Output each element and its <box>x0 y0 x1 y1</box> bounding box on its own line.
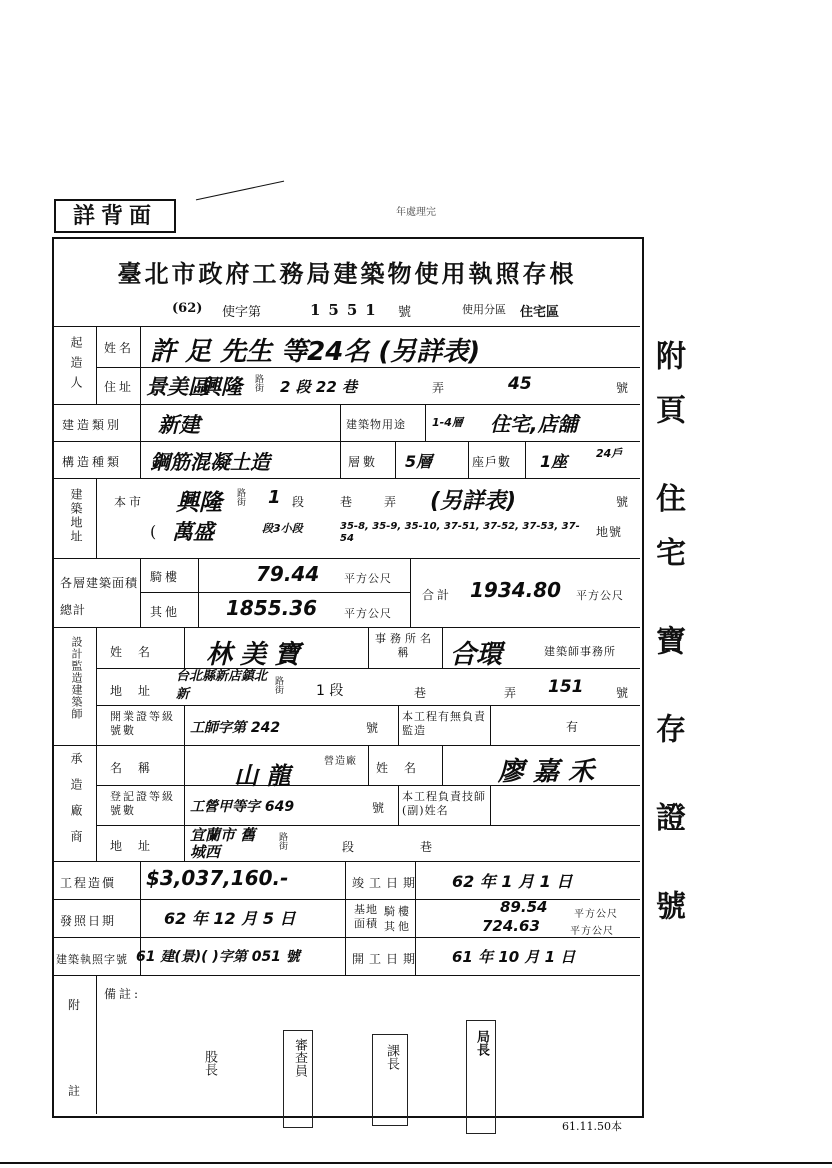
col-divider <box>96 627 97 861</box>
site-alley: 弄 <box>384 495 400 509</box>
contractor-person-value: 廖 嘉 禾 <box>498 757 595 787</box>
floors-value: 5層 <box>405 452 433 471</box>
signer-3: 課長 <box>384 1044 399 1070</box>
site-road: 興隆 <box>176 490 222 516</box>
area-other-unit: 平方公尺 <box>344 607 392 620</box>
architect-address-duan: 1 段 <box>316 683 344 699</box>
site-open-paren: ( <box>150 522 160 541</box>
page-bottom-edge <box>0 1162 832 1164</box>
form-tag: 詳背面 <box>54 199 176 233</box>
col-divider <box>340 441 341 478</box>
col-divider <box>468 441 469 478</box>
col-divider <box>140 558 141 627</box>
builder-name-value: 許 足 先生 等24名 (另詳表) <box>150 337 481 367</box>
site-section-no: 1 <box>268 487 281 508</box>
contractor-person-label: 姓名 <box>376 761 433 775</box>
col-divider <box>368 745 369 785</box>
land-district: 萬盛 <box>172 520 214 544</box>
floors-label: 層數 <box>348 455 379 469</box>
land-area-label: 基地面積 <box>354 903 378 930</box>
footer-code: 61.11.50本 <box>562 1120 622 1133</box>
col-divider <box>184 627 185 668</box>
builder-name-label: 姓名 <box>104 341 135 355</box>
architect-license-label: 開業證等級號數 <box>110 710 175 737</box>
builder-section-label: 起造人 <box>69 336 83 396</box>
remarks-section-bottom: 註 <box>68 1084 84 1098</box>
contractor-name-label: 名稱 <box>110 761 167 775</box>
col-divider <box>490 705 491 745</box>
contractor-address-value: 宜蘭市 舊城西 <box>190 826 256 861</box>
engineer-label: 本工程負責技師(副)姓名 <box>402 790 486 817</box>
land-arcade-value: 89.54 <box>500 898 548 916</box>
col-divider <box>340 404 341 441</box>
permit-ref-label: 建築執照字號 <box>56 953 128 966</box>
contractor-address-label: 地址 <box>110 839 167 853</box>
col-divider <box>198 558 199 627</box>
permit-ref-value: 61 建(景)( )字第 051 號 <box>136 949 300 965</box>
row-divider <box>52 975 640 976</box>
supervision-value: 有 <box>566 720 582 734</box>
col-divider <box>96 478 97 558</box>
architect-address-no: 151 <box>548 677 584 697</box>
col-divider <box>398 705 399 745</box>
supervision-label: 本工程有無負責監造 <box>402 710 486 737</box>
done-label: 竣工日期 <box>352 876 421 890</box>
architect-address-unit: 路街 <box>273 676 283 694</box>
units-value: 1座 <box>540 452 568 471</box>
architect-address-no-label: 號 <box>616 686 632 700</box>
builder-no-label: 號 <box>616 381 632 395</box>
category-value: 新建 <box>158 413 200 437</box>
architect-address-value: 台北縣新店鎮北新 <box>176 669 268 702</box>
row-divider <box>52 478 640 479</box>
architect-section-label: 設計監造建築師 <box>70 636 83 720</box>
site-duan: 段 <box>292 495 308 509</box>
col-divider <box>345 861 346 975</box>
land-other-value: 724.63 <box>482 917 540 935</box>
units-extra: 24戶 <box>596 447 623 460</box>
land-arcade-unit: 平方公尺 <box>574 909 618 920</box>
col-divider <box>410 558 411 627</box>
signer-1: 股長 <box>202 1050 217 1076</box>
area-section-label: 各層建築面積總計 <box>60 576 139 617</box>
start-value: 61 年 10 月 1 日 <box>452 948 576 966</box>
builder-address-district: 景美區 <box>146 375 209 399</box>
units-label: 座戶數 <box>472 455 512 469</box>
row-divider <box>52 745 640 746</box>
site-lane: 巷 <box>340 495 356 509</box>
top-stamp: 年處理完 <box>396 207 436 218</box>
scan-artifact <box>196 181 284 201</box>
row-divider <box>96 825 640 826</box>
permit-suffix: 號 <box>398 305 412 320</box>
permit-type: 使字第 <box>222 305 262 320</box>
builder-address-no: 45 <box>508 374 532 394</box>
office-suffix: 建築師事務所 <box>544 645 616 658</box>
col-divider <box>398 785 399 825</box>
area-arcade-label: 騎樓 <box>150 570 181 584</box>
signer-4: 局長 <box>474 1030 489 1056</box>
row-divider <box>52 627 640 628</box>
land-arcade-label: 騎樓 <box>384 905 412 918</box>
land-label: 地號 <box>596 525 623 539</box>
builder-lane-label: 弄 <box>432 381 448 395</box>
contractor-name-value: 山 龍 <box>234 762 291 790</box>
form-title: 臺北市政府工務局建築物使用執照存根 <box>117 259 577 288</box>
category-label: 建造類別 <box>62 418 123 432</box>
office-value: 合環 <box>450 640 503 670</box>
structure-label: 構造種類 <box>62 455 123 469</box>
col-divider <box>140 326 141 404</box>
contractor-name-suffix: 營造廠 <box>324 756 357 767</box>
site-detail: (另詳表) <box>430 489 517 514</box>
site-section-label: 建築地址 <box>69 488 83 544</box>
cost-label: 工程造價 <box>60 876 117 890</box>
builder-road-unit: 路街 <box>253 374 263 392</box>
contractor-address-lane: 巷 <box>420 840 436 854</box>
start-label: 開工日期 <box>352 952 421 966</box>
contractor-address-unit: 路街 <box>277 832 287 850</box>
land-numbers: 35-8, 35-9, 35-10, 37-51, 37-52, 37-53, 37-54 <box>340 521 580 544</box>
done-value: 62 年 1 月 1 日 <box>452 872 573 891</box>
col-divider <box>525 441 526 478</box>
col-divider <box>442 745 443 785</box>
contractor-reg-label: 登記證等級號數 <box>110 790 175 817</box>
remarks-section-top: 附 <box>68 998 84 1012</box>
architect-address-label: 地址 <box>110 684 167 698</box>
row-divider <box>96 705 640 706</box>
builder-address-rest: 2 段 22 巷 <box>280 378 357 396</box>
architect-license-value: 工師字第 242 <box>190 720 281 736</box>
col-divider <box>442 627 443 668</box>
use-label: 建築物用途 <box>346 418 406 431</box>
issue-value: 62 年 12 月 5 日 <box>164 909 296 928</box>
builder-address-label: 住址 <box>104 380 135 394</box>
area-total-unit: 平方公尺 <box>576 589 624 602</box>
area-arcade-value: 79.44 <box>256 562 320 586</box>
col-divider <box>96 326 97 404</box>
land-other-label: 其他 <box>384 920 412 933</box>
area-total-value: 1934.80 <box>470 578 562 602</box>
builder-address-road: 興隆 <box>200 375 242 399</box>
margin-handwriting: 附頁 住宅 寶 存 證 號 <box>650 340 685 945</box>
permit-prefix: (62) <box>172 301 203 316</box>
signer-2: 審查員 <box>292 1038 307 1077</box>
col-divider <box>96 975 97 1114</box>
use-zone-value: 住宅區 <box>520 305 560 320</box>
site-city: 本市 <box>114 495 145 509</box>
area-other-label: 其他 <box>150 605 181 619</box>
architect-name-label: 姓名 <box>110 645 167 659</box>
use-floors: 1-4層 <box>432 416 463 429</box>
architect-address-alley: 弄 <box>504 686 520 700</box>
col-divider <box>425 404 426 441</box>
contractor-address-duan: 段 <box>342 840 358 854</box>
col-divider <box>395 441 396 478</box>
area-total-label: 合計 <box>422 588 453 602</box>
col-divider <box>184 825 185 861</box>
land-other-unit: 平方公尺 <box>570 926 614 937</box>
structure-value: 鋼筋混凝土造 <box>150 450 270 474</box>
col-divider <box>184 705 185 745</box>
contractor-section-label: 承造廠商 <box>69 752 83 856</box>
architect-name-value: 林美寶 <box>206 640 309 670</box>
col-divider <box>140 404 141 478</box>
issue-label: 發照日期 <box>60 914 117 928</box>
architect-address-lane: 巷 <box>414 686 430 700</box>
contractor-reg-no-label: 號 <box>372 801 388 815</box>
office-label: 事務所名稱 <box>375 632 435 659</box>
use-zone-label: 使用分區 <box>462 303 506 316</box>
site-no-label: 號 <box>616 495 632 509</box>
col-divider <box>184 745 185 825</box>
col-divider <box>490 785 491 825</box>
remarks-label: 備註: <box>104 987 142 1001</box>
contractor-reg-value: 工營甲等字 649 <box>190 799 295 815</box>
row-divider <box>140 592 410 593</box>
permit-number: 1551 <box>310 301 384 319</box>
cost-value: $3,037,160.- <box>146 866 289 890</box>
area-other-value: 1855.36 <box>226 596 318 620</box>
land-note: 段3小段 <box>262 522 303 535</box>
site-road-unit: 路街 <box>235 488 245 506</box>
col-divider <box>368 627 369 668</box>
architect-license-no-label: 號 <box>366 721 382 735</box>
use-value: 住宅,店舖 <box>490 412 578 436</box>
area-arcade-unit: 平方公尺 <box>344 572 392 585</box>
